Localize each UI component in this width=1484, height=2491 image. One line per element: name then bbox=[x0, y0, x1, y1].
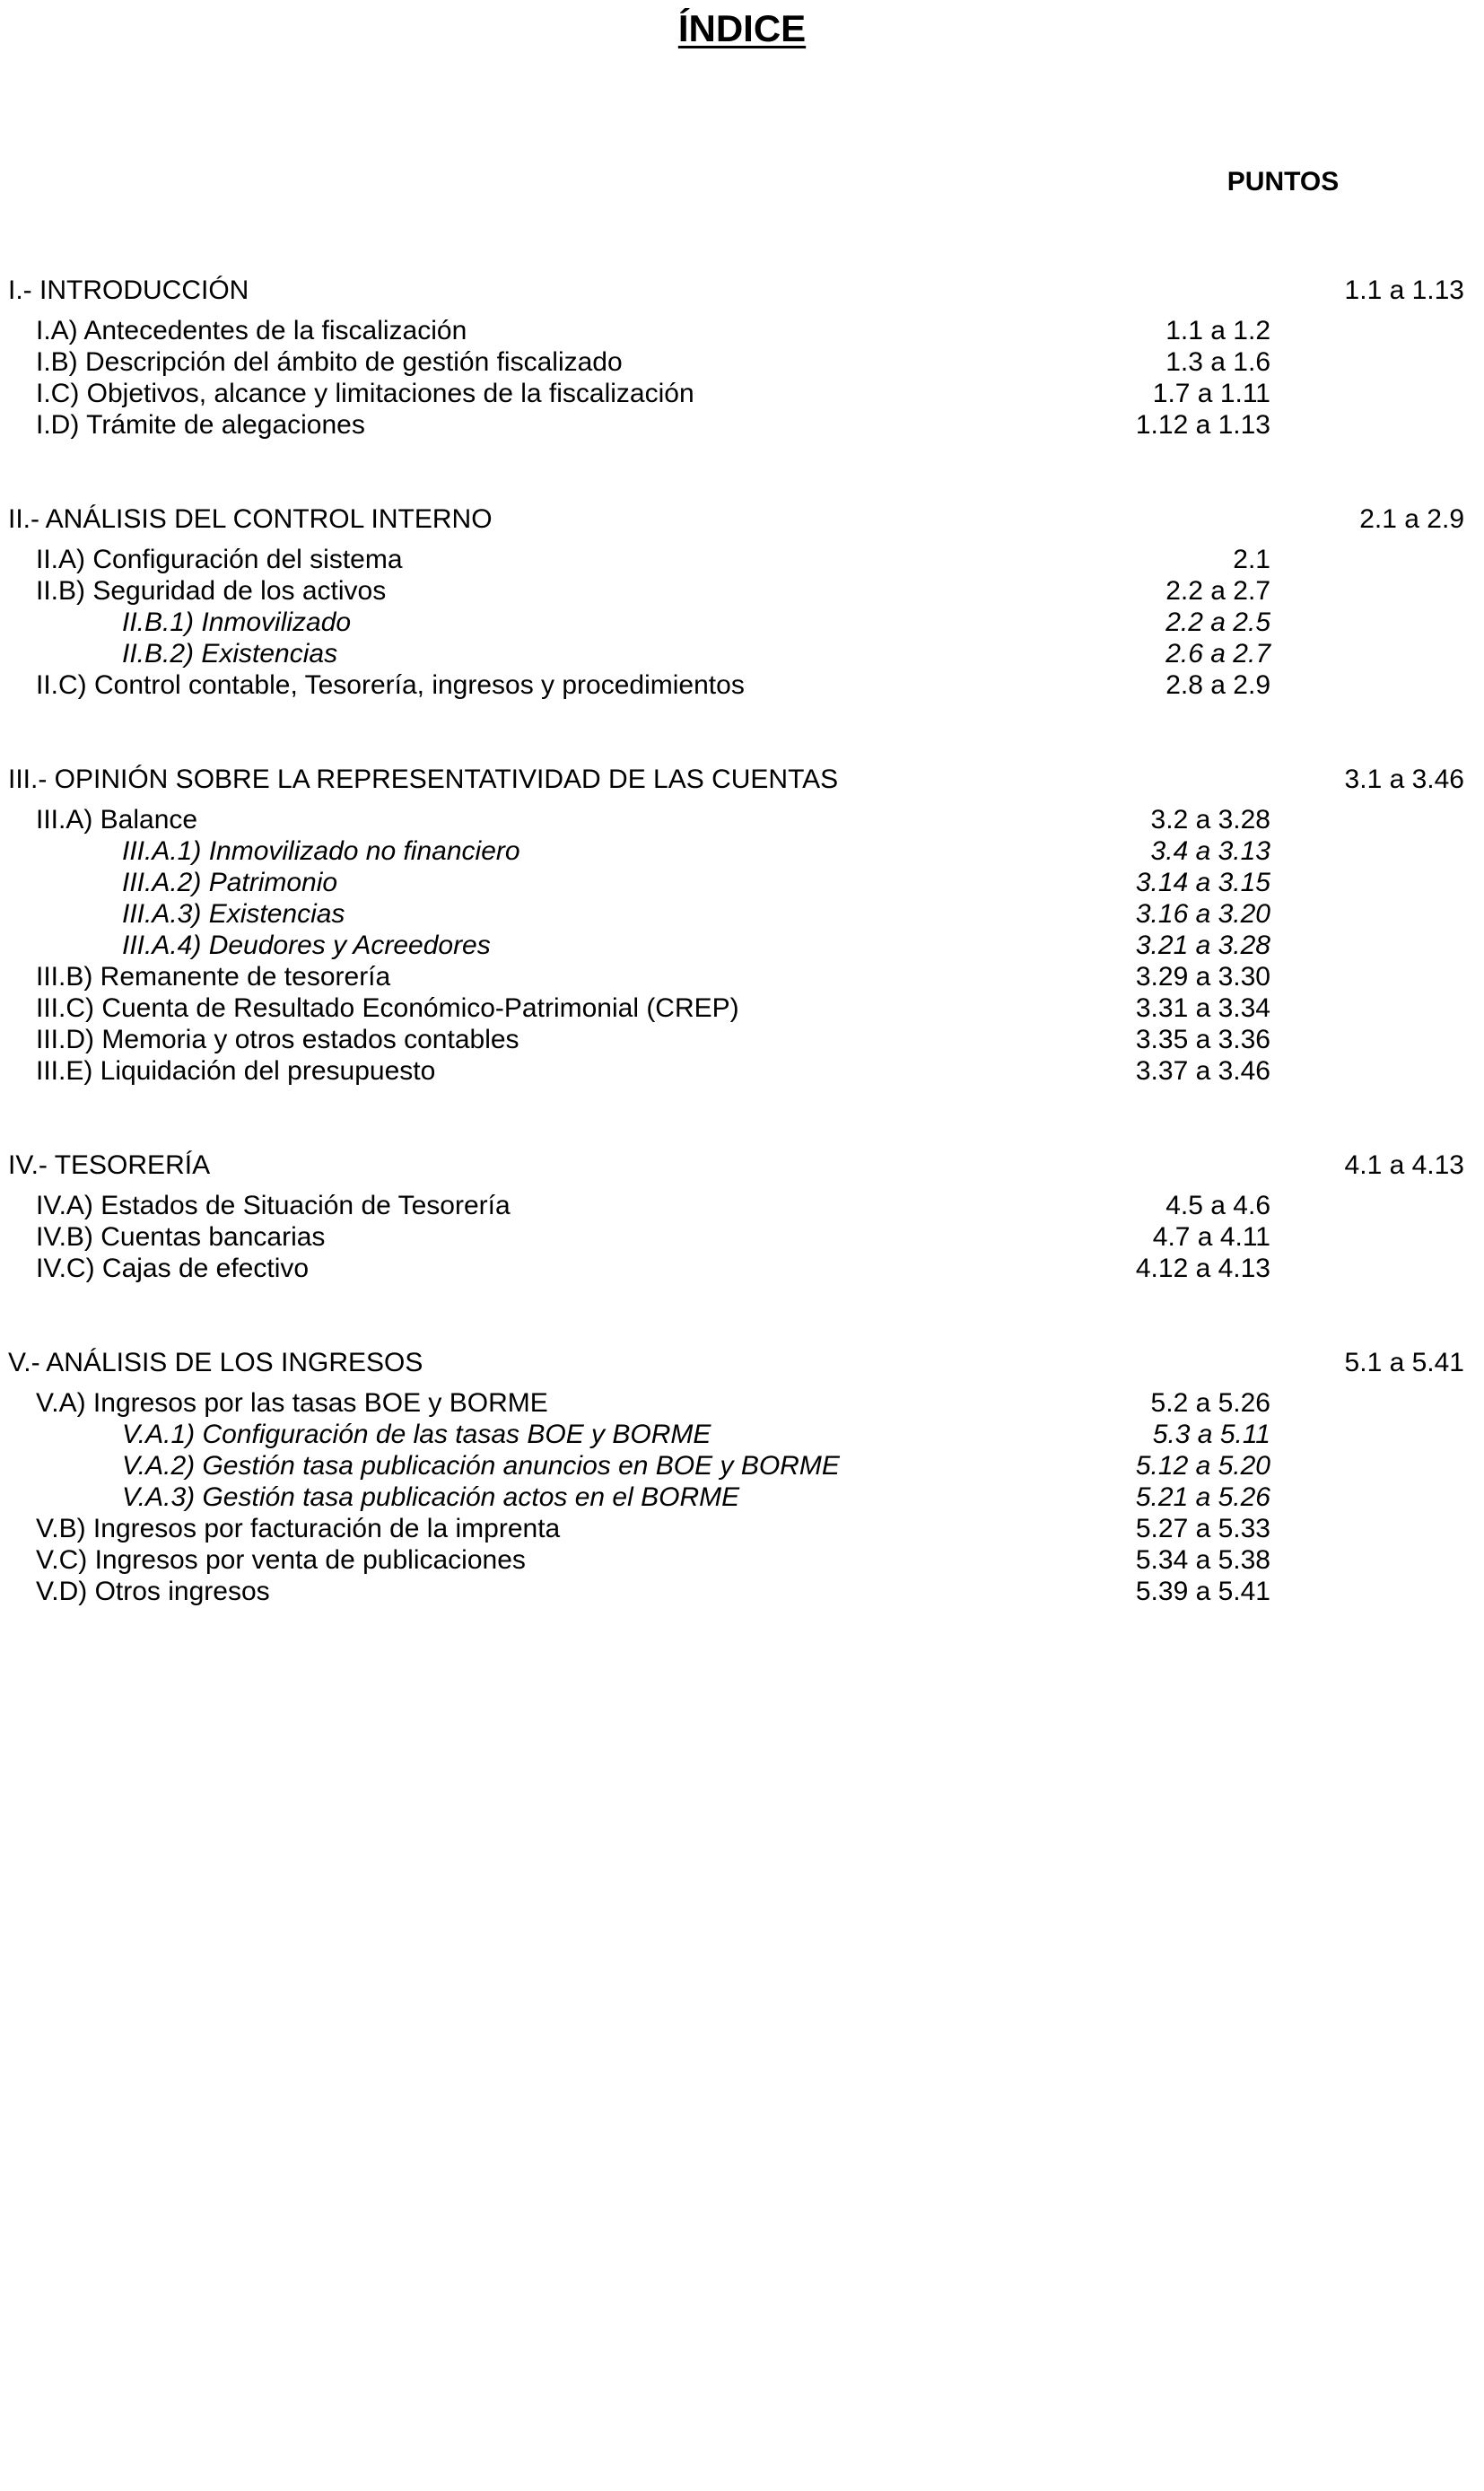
toc-entry-points: 5.3 a 5.11 bbox=[1152, 1420, 1270, 1449]
toc-section-3[interactable] bbox=[0, 764, 1484, 796]
toc-entry-label: V.D) Otros ingresos bbox=[36, 1577, 270, 1606]
toc-section-points: 3.1 a 3.46 bbox=[1344, 765, 1464, 794]
toc-entry-points: 4.12 a 4.13 bbox=[1135, 1254, 1270, 1283]
toc-subentry-5a2[interactable] bbox=[0, 1450, 1484, 1482]
toc-entry-2a[interactable] bbox=[0, 544, 1484, 576]
toc-section-points: 2.1 a 2.9 bbox=[1359, 504, 1464, 534]
toc-entry-points: 1.12 a 1.13 bbox=[1135, 410, 1270, 440]
toc-entry-label: III.D) Memoria y otros estados contables bbox=[36, 1025, 519, 1054]
toc-section-2[interactable] bbox=[0, 503, 1484, 536]
toc-entry-label: IV.A) Estados de Situación de Tesorería bbox=[36, 1191, 511, 1220]
toc-entry-points: 5.39 a 5.41 bbox=[1135, 1577, 1270, 1606]
toc-section-label: III.- OPINIÓN SOBRE LA REPRESENTATIVIDAD DE LAS CUENTAS bbox=[8, 765, 839, 794]
toc-section-points: 1.1 a 1.13 bbox=[1344, 275, 1464, 305]
toc-entry-points: 3.14 a 3.15 bbox=[1135, 868, 1270, 897]
toc-entry-label: IV.C) Cajas de efectivo bbox=[36, 1254, 310, 1283]
index-title: ÍNDICE bbox=[677, 7, 807, 49]
toc-entry-3c[interactable] bbox=[0, 992, 1484, 1025]
toc-entry-5d[interactable] bbox=[0, 1576, 1484, 1608]
toc-entry-1c[interactable] bbox=[0, 378, 1484, 410]
toc-subentry-2b1[interactable] bbox=[0, 607, 1484, 639]
toc-entry-label: I.B) Descripción del ámbito de gestión fiscalizado bbox=[36, 347, 623, 377]
toc-section-label: II.- ANÁLISIS DEL CONTROL INTERNO bbox=[8, 504, 493, 534]
toc-entry-label: II.A) Configuración del sistema bbox=[36, 545, 403, 574]
toc-entry-points: 1.7 a 1.11 bbox=[1152, 379, 1270, 408]
toc-entry-points: 2.8 a 2.9 bbox=[1165, 670, 1270, 700]
toc-entry-label: III.A.2) Patrimonio bbox=[122, 868, 338, 897]
toc-entry-points: 3.29 a 3.30 bbox=[1135, 962, 1270, 992]
points-column-header: PUNTOS bbox=[1226, 167, 1340, 197]
toc-entry-4a[interactable] bbox=[0, 1190, 1484, 1222]
toc-entry-label: III.A) Balance bbox=[36, 805, 198, 835]
toc-entry-label: II.B.1) Inmovilizado bbox=[122, 607, 352, 637]
toc-entry-2b[interactable] bbox=[0, 575, 1484, 607]
toc-entry-label: III.B) Remanente de tesorería bbox=[36, 962, 391, 992]
toc-entry-points: 2.2 a 2.7 bbox=[1165, 576, 1270, 606]
toc-entry-points: 2.1 bbox=[1233, 545, 1270, 574]
toc-entry-5b[interactable] bbox=[0, 1513, 1484, 1545]
toc-entry-points: 2.2 a 2.5 bbox=[1165, 607, 1270, 637]
toc-entry-label: V.A.1) Configuración de las tasas BOE y BORME bbox=[122, 1420, 711, 1449]
toc-entry-points: 1.1 a 1.2 bbox=[1165, 316, 1270, 345]
toc-entry-3d[interactable] bbox=[0, 1024, 1484, 1056]
toc-subentry-3a2[interactable] bbox=[0, 867, 1484, 899]
toc-entry-points: 3.2 a 3.28 bbox=[1150, 805, 1270, 835]
toc-entry-label: I.D) Trámite de alegaciones bbox=[36, 410, 365, 440]
toc-entry-3e[interactable] bbox=[0, 1055, 1484, 1088]
toc-entry-5c[interactable] bbox=[0, 1544, 1484, 1577]
toc-subentry-5a3[interactable] bbox=[0, 1481, 1484, 1514]
toc-section-label: I.- INTRODUCCIÓN bbox=[8, 275, 249, 305]
toc-entry-points: 3.31 a 3.34 bbox=[1135, 993, 1270, 1023]
toc-entry-points: 5.12 a 5.20 bbox=[1135, 1451, 1270, 1481]
toc-entry-1d[interactable] bbox=[0, 409, 1484, 441]
toc-subentry-3a3[interactable] bbox=[0, 898, 1484, 931]
toc-entry-points: 5.21 a 5.26 bbox=[1135, 1482, 1270, 1512]
toc-entry-5a[interactable] bbox=[0, 1387, 1484, 1420]
toc-entry-4b[interactable] bbox=[0, 1221, 1484, 1254]
toc-entry-points: 2.6 a 2.7 bbox=[1165, 639, 1270, 669]
toc-section-points: 5.1 a 5.41 bbox=[1344, 1348, 1464, 1377]
toc-subentry-3a1[interactable] bbox=[0, 835, 1484, 868]
toc-entry-label: III.A.4) Deudores y Acreedores bbox=[122, 931, 491, 960]
toc-section-4[interactable] bbox=[0, 1149, 1484, 1182]
toc-subentry-5a1[interactable] bbox=[0, 1419, 1484, 1451]
toc-entry-label: III.C) Cuenta de Resultado Económico-Patrimonial (CREP) bbox=[36, 993, 739, 1023]
toc-entry-points: 3.16 a 3.20 bbox=[1135, 899, 1270, 929]
toc-entry-label: III.A.3) Existencias bbox=[122, 899, 345, 929]
toc-entry-1a[interactable] bbox=[0, 315, 1484, 347]
toc-section-points: 4.1 a 4.13 bbox=[1344, 1150, 1464, 1180]
toc-entry-points: 5.2 a 5.26 bbox=[1150, 1388, 1270, 1418]
toc-section-1[interactable] bbox=[0, 275, 1484, 307]
toc-entry-label: II.B) Seguridad de los activos bbox=[36, 576, 387, 606]
toc-entry-label: V.A.3) Gestión tasa publicación actos en el BORME bbox=[122, 1482, 740, 1512]
toc-section-label: IV.- TESORERÍA bbox=[8, 1150, 211, 1180]
toc-entry-points: 4.7 a 4.11 bbox=[1152, 1222, 1270, 1252]
toc-entry-label: V.B) Ingresos por facturación de la imprenta bbox=[36, 1514, 561, 1543]
toc-entry-3b[interactable] bbox=[0, 961, 1484, 993]
toc-entry-label: IV.B) Cuentas bancarias bbox=[36, 1222, 326, 1252]
toc-entry-points: 3.37 a 3.46 bbox=[1135, 1056, 1270, 1086]
toc-entry-2c[interactable] bbox=[0, 669, 1484, 702]
toc-entry-points: 3.21 a 3.28 bbox=[1135, 931, 1270, 960]
toc-entry-label: V.A) Ingresos por las tasas BOE y BORME bbox=[36, 1388, 548, 1418]
toc-section-label: V.- ANÁLISIS DE LOS INGRESOS bbox=[8, 1348, 423, 1377]
toc-entry-label: III.E) Liquidación del presupuesto bbox=[36, 1056, 436, 1086]
toc-entry-label: I.A) Antecedentes de la fiscalización bbox=[36, 316, 467, 345]
toc-entry-points: 5.34 a 5.38 bbox=[1135, 1545, 1270, 1575]
toc-entry-label: V.A.2) Gestión tasa publicación anuncios en BOE y BORME bbox=[122, 1451, 840, 1481]
toc-entry-3a[interactable] bbox=[0, 804, 1484, 836]
toc-entry-4c[interactable] bbox=[0, 1253, 1484, 1285]
toc-entry-points: 1.3 a 1.6 bbox=[1165, 347, 1270, 377]
toc-entry-label: III.A.1) Inmovilizado no financiero bbox=[122, 836, 520, 866]
toc-subentry-2b2[interactable] bbox=[0, 638, 1484, 670]
toc-entry-label: II.B.2) Existencias bbox=[122, 639, 338, 669]
toc-section-5[interactable] bbox=[0, 1347, 1484, 1379]
toc-entry-points: 3.4 a 3.13 bbox=[1150, 836, 1270, 866]
toc-entry-label: II.C) Control contable, Tesorería, ingresos y procedimientos bbox=[36, 670, 745, 700]
toc-entry-points: 3.35 a 3.36 bbox=[1135, 1025, 1270, 1054]
toc-entry-points: 4.5 a 4.6 bbox=[1165, 1191, 1270, 1220]
toc-subentry-3a4[interactable] bbox=[0, 930, 1484, 962]
toc-entry-label: V.C) Ingresos por venta de publicaciones bbox=[36, 1545, 526, 1575]
toc-entry-label: I.C) Objetivos, alcance y limitaciones de la fiscalización bbox=[36, 379, 694, 408]
toc-entry-1b[interactable] bbox=[0, 346, 1484, 379]
toc-entry-points: 5.27 a 5.33 bbox=[1135, 1514, 1270, 1543]
